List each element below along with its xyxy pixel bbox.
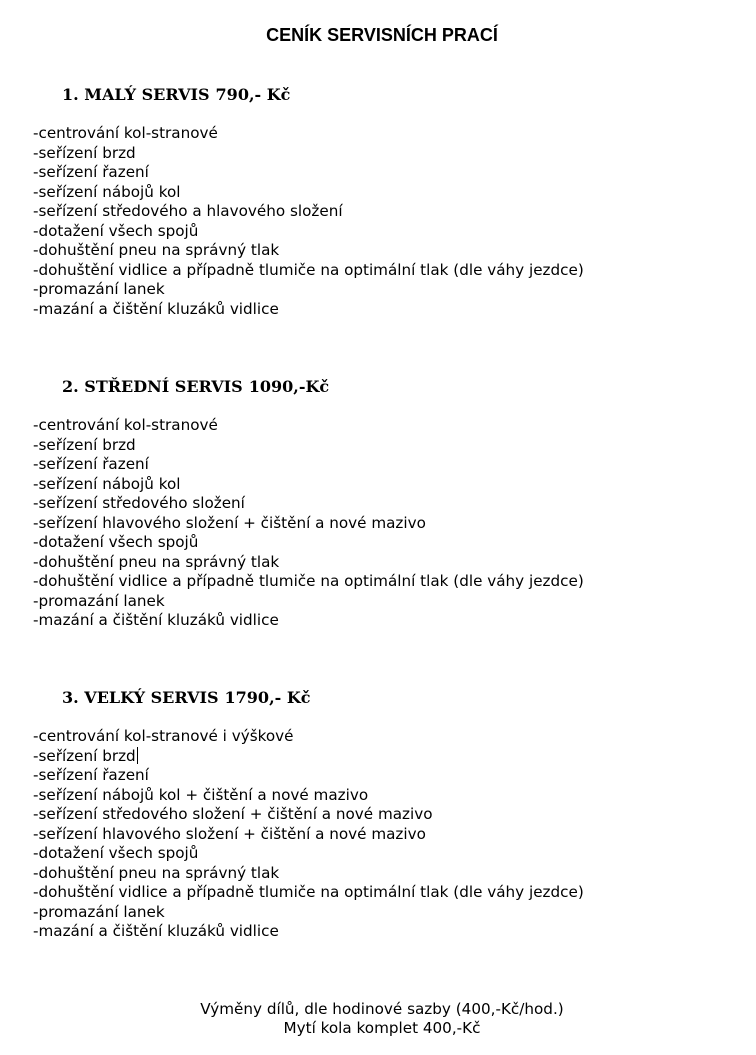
service-item-list [33, 727, 733, 942]
service-item: -promazání lanek [33, 902, 165, 921]
service-item-list [33, 124, 733, 319]
service-item: -seřízení brzd [33, 143, 136, 162]
service-item: -dohuštění vidlice a případně tlumiče na optimální tlak (dle váhy jezdce) [33, 260, 584, 279]
service-item: -seřízení nábojů kol [33, 182, 181, 201]
service-item: -dotažení všech spojů [33, 844, 199, 862]
service-item: -dohuštění vidlice a případně tlumiče na optimální tlak (dle váhy jezdce) [33, 883, 584, 901]
service-item: -dotažení všech spojů [33, 533, 199, 551]
service-item: -dotažení všech spojů [33, 221, 199, 240]
section-heading [62, 85, 733, 105]
parts-replacement-note: Výměny dílů, dle hodinové sazby (400,-Kč/hod.) [200, 1000, 564, 1018]
service-item: -centrování kol-stranové i výškové [33, 727, 294, 745]
service-item: -seřízení středového složení + čištění a nové mazivo [33, 805, 433, 823]
service-item[interactable] [33, 747, 733, 767]
service-item: -dohuštění pneu na správný tlak [33, 863, 280, 882]
service-section-large [33, 688, 733, 942]
service-item: -centrování kol-stranové [33, 124, 218, 142]
service-item: -seřízení brzd [33, 435, 136, 454]
section-price: 1090,-Kč [248, 377, 330, 396]
service-item: -seřízení nábojů kol + čištění a nové mazivo [33, 785, 369, 804]
service-item: -seřízení středového a hlavového složení [33, 202, 343, 220]
service-item: -seřízení řazení [33, 766, 149, 784]
service-item: -dohuštění vidlice a případně tlumiče na optimální tlak (dle váhy jezdce) [33, 572, 584, 590]
service-item: -seřízení hlavového složení + čištění a nové mazivo [33, 824, 426, 843]
service-item: -seřízení středového složení [33, 494, 245, 512]
section-heading [62, 377, 733, 397]
service-item: -mazání a čištění kluzáků vidlice [33, 922, 279, 940]
bike-wash-note: Mytí kola komplet 400,-Kč [283, 1019, 481, 1037]
service-item: -promazání lanek [33, 280, 165, 298]
service-item: -centrování kol-stranové [33, 416, 218, 434]
page-title: CENÍK SERVISNÍCH PRACÍ [266, 25, 498, 45]
service-item: -seřízení řazení [33, 163, 149, 181]
section-price: 1790,- Kč [224, 688, 311, 707]
service-item: -promazání lanek [33, 591, 165, 610]
service-item: -mazání a čištění kluzáků vidlice [33, 611, 279, 629]
service-item: -dohuštění pneu na správný tlak [33, 552, 280, 571]
service-item: -seřízení řazení [33, 455, 149, 473]
service-section-small [33, 85, 733, 319]
section-price: 790,- Kč [215, 85, 291, 104]
footer-notes [0, 1000, 756, 1038]
service-section-medium [33, 377, 733, 631]
service-item: -seřízení hlavového složení + čištění a nové mazivo [33, 513, 426, 532]
service-item: -seřízení nábojů kol [33, 474, 181, 493]
service-item-text: -seřízení brzd [33, 746, 136, 765]
section-name: 1. MALÝ SERVIS [62, 85, 210, 104]
section-name: 2. STŘEDNÍ SERVIS [62, 377, 243, 396]
service-item-list [33, 416, 733, 631]
section-heading [62, 688, 733, 708]
text-cursor [137, 747, 138, 764]
section-name: 3. VELKÝ SERVIS [62, 688, 219, 707]
service-item: -mazání a čištění kluzáků vidlice [33, 299, 279, 318]
service-item: -dohuštění pneu na správný tlak [33, 241, 280, 259]
